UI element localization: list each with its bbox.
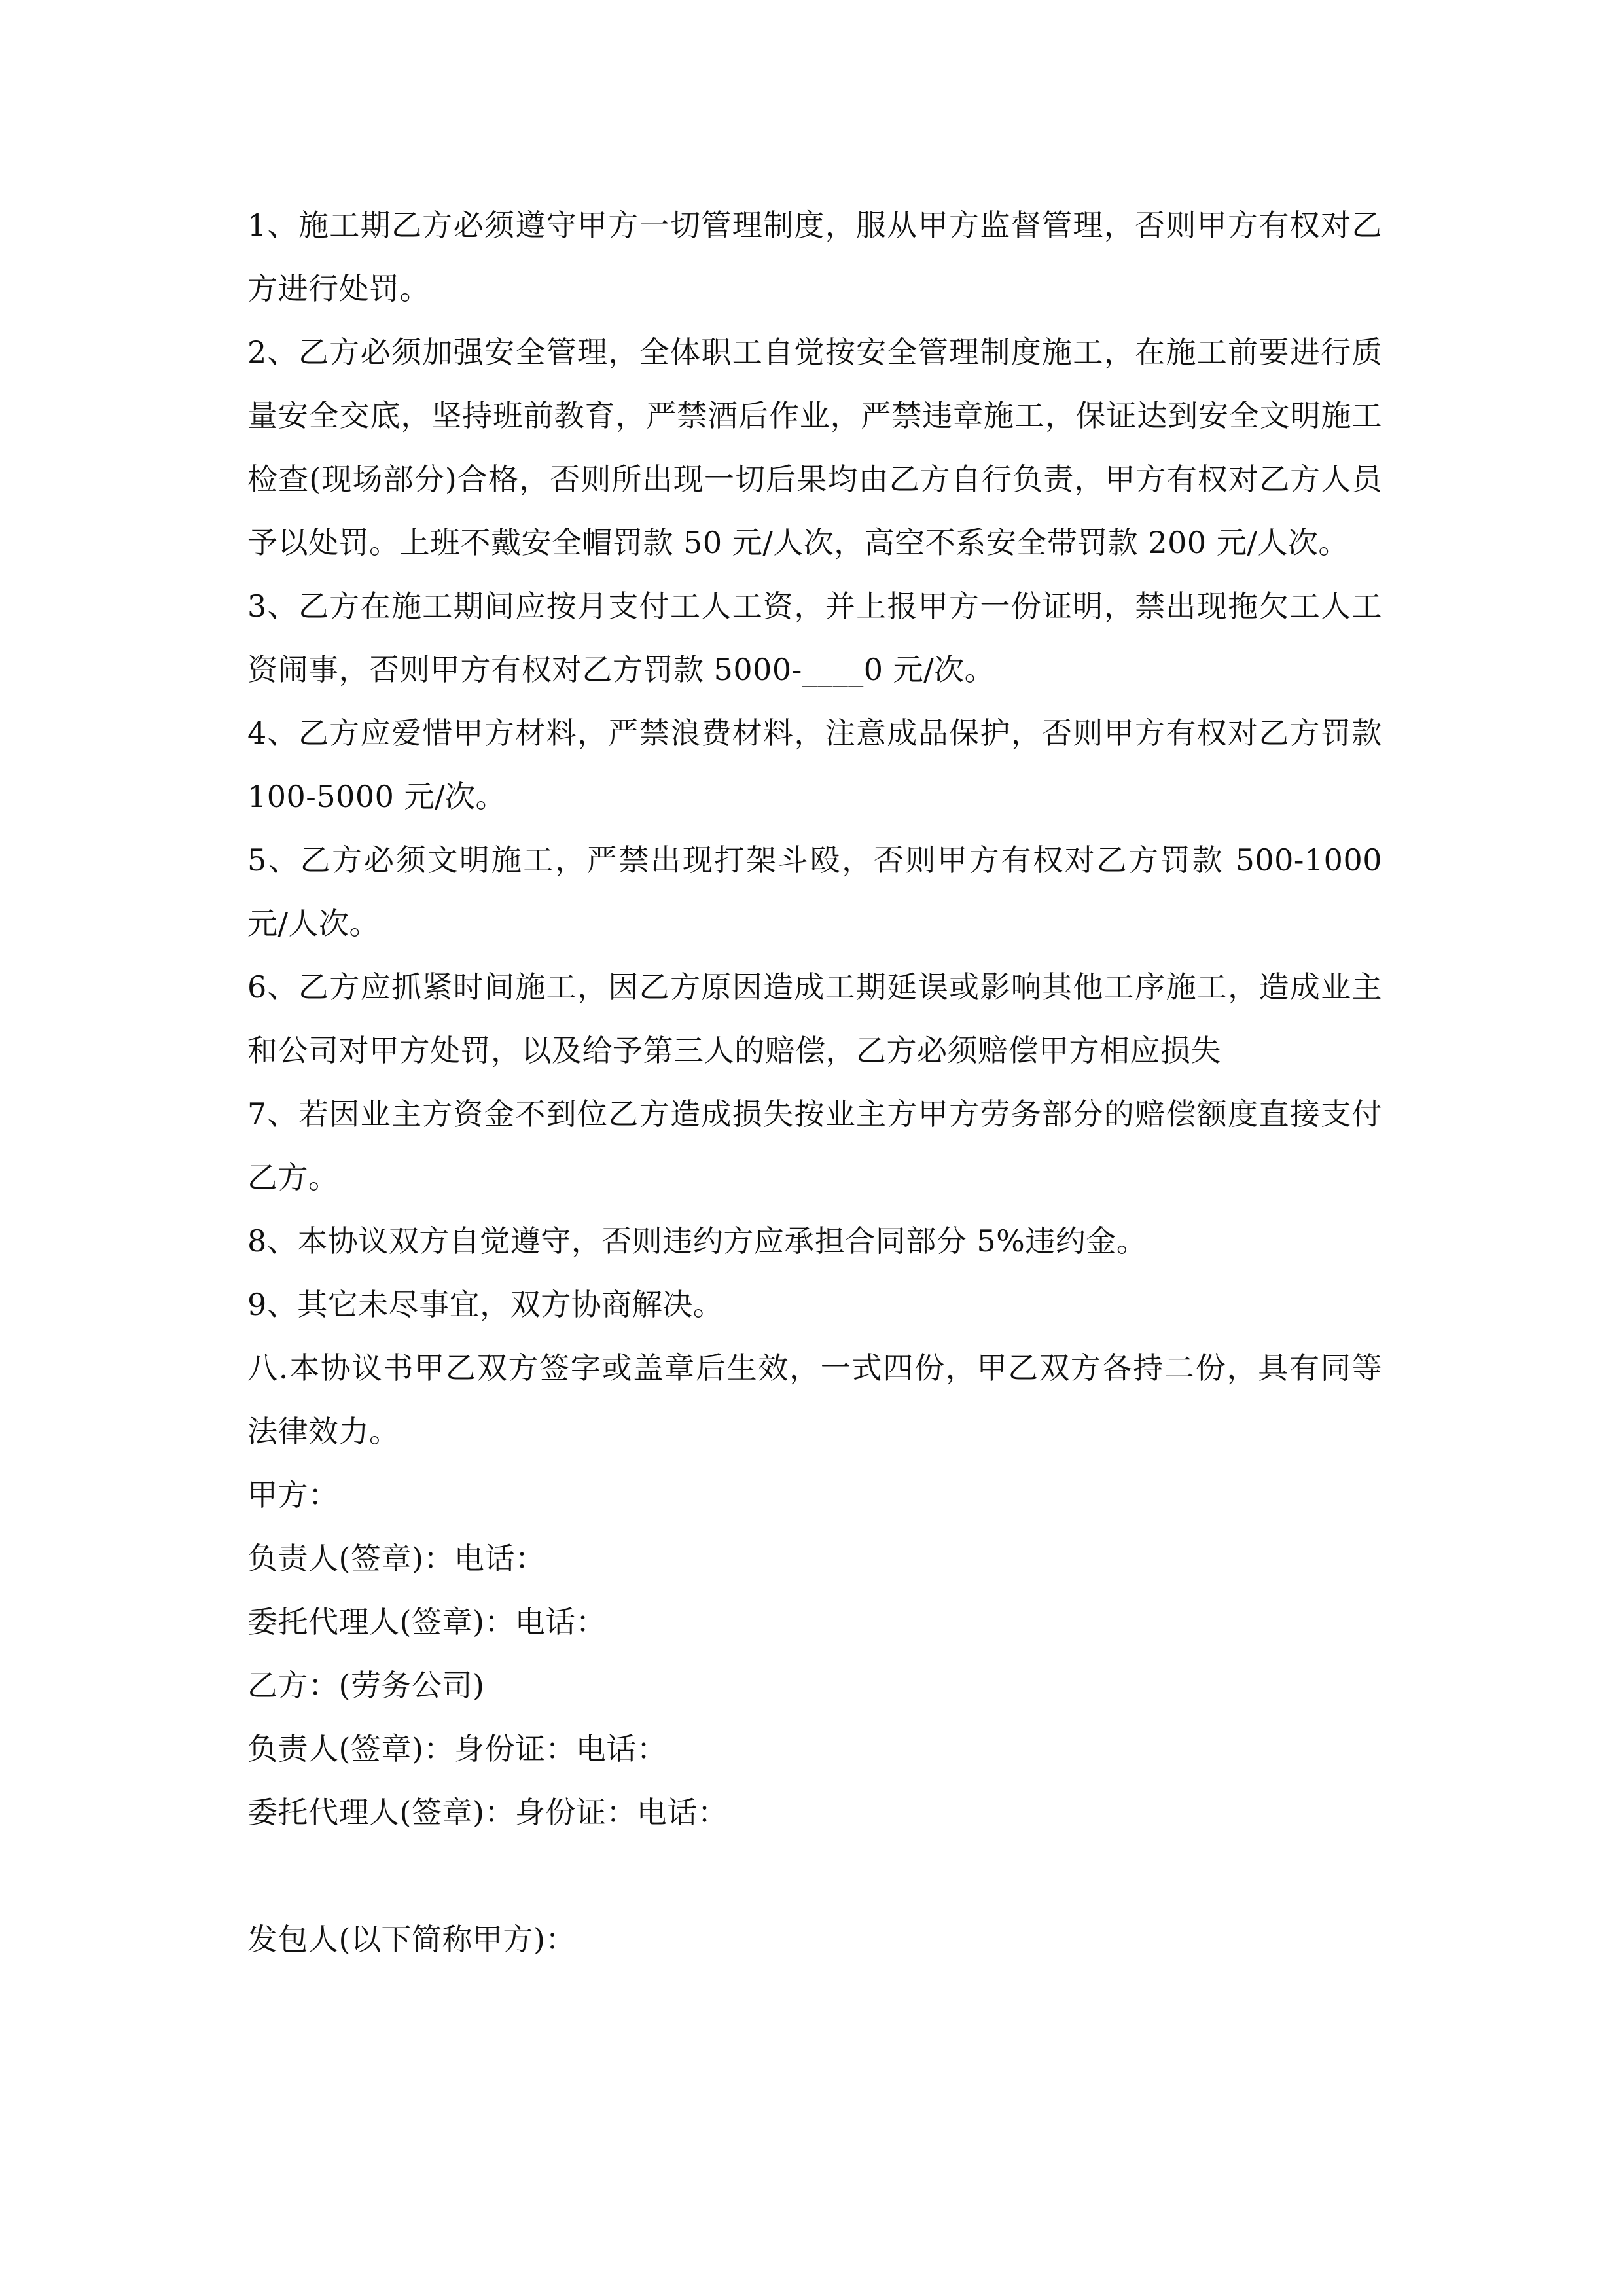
party-b-person-line: 负责人(签章)：身份证：电话： bbox=[247, 1731, 668, 1767]
party-a-agent-line: 委托代理人(签章)：电话： bbox=[247, 1604, 607, 1640]
party-a-person-line: 负责人(签章)：电话： bbox=[247, 1541, 546, 1576]
party-b-label: 乙方：(劳务公司) bbox=[247, 1668, 485, 1703]
clause-2: 2、乙方必须加强安全管理，全体职工自觉按安全管理制度施工，在施工前要进行质量安全交底，坚持班前教育，严禁酒后作业，严禁违章施工，保证达到安全文明施工检查(现场部分)合格，否则所出现一切后果均由乙方自行负责，甲方有权对乙方人员予以处罚。上班不戴安全帽罚款 50 元/人次，高空不系安全带罚款 200 元/人次。 bbox=[247, 334, 1382, 560]
clause-7: 7、若因业主方资金不到位乙方造成损失按业主方甲方劳务部分的赔偿额度直接支付乙方。 bbox=[247, 1096, 1382, 1195]
next-section-heading: 发包人(以下简称甲方)： bbox=[247, 1922, 576, 1957]
clause-8: 8、本协议双方自觉遵守，否则违约方应承担合同部分 5%违约金。 bbox=[247, 1223, 1147, 1259]
clause-1: 1、施工期乙方必须遵守甲方一切管理制度，服从甲方监督管理，否则甲方有权对乙方进行处罚。 bbox=[247, 207, 1382, 306]
clause-6: 6、乙方应抓紧时间施工，因乙方原因造成工期延误或影响其他工序施工，造成业主和公司对甲方处罚，以及给予第三人的赔偿，乙方必须赔偿甲方相应损失 bbox=[247, 969, 1382, 1068]
clause-3: 3、乙方在施工期间应按月支付工人工资，并上报甲方一份证明，禁出现拖欠工人工资闹事，否则甲方有权对乙方罚款 5000-____0 元/次。 bbox=[247, 588, 1382, 687]
section-gap bbox=[247, 1844, 1382, 1908]
clause-9: 9、其它未尽事宜，双方协商解决。 bbox=[247, 1287, 724, 1322]
clause-5: 5、乙方必须文明施工，严禁出现打架斗殴，否则甲方有权对乙方罚款 500-1000 元/人次。 bbox=[247, 842, 1382, 941]
clause-effectiveness: 八.本协议书甲乙双方签字或盖章后生效，一式四份，甲乙双方各持二份，具有同等法律效力。 bbox=[247, 1350, 1382, 1449]
clause-4: 4、乙方应爱惜甲方材料，严禁浪费材料，注意成品保护，否则甲方有权对乙方罚款 100-5000 元/次。 bbox=[247, 715, 1382, 814]
document-body bbox=[247, 194, 1382, 1971]
party-a-label: 甲方： bbox=[247, 1477, 339, 1513]
party-b-agent-line: 委托代理人(签章)：身份证：电话： bbox=[247, 1795, 728, 1830]
